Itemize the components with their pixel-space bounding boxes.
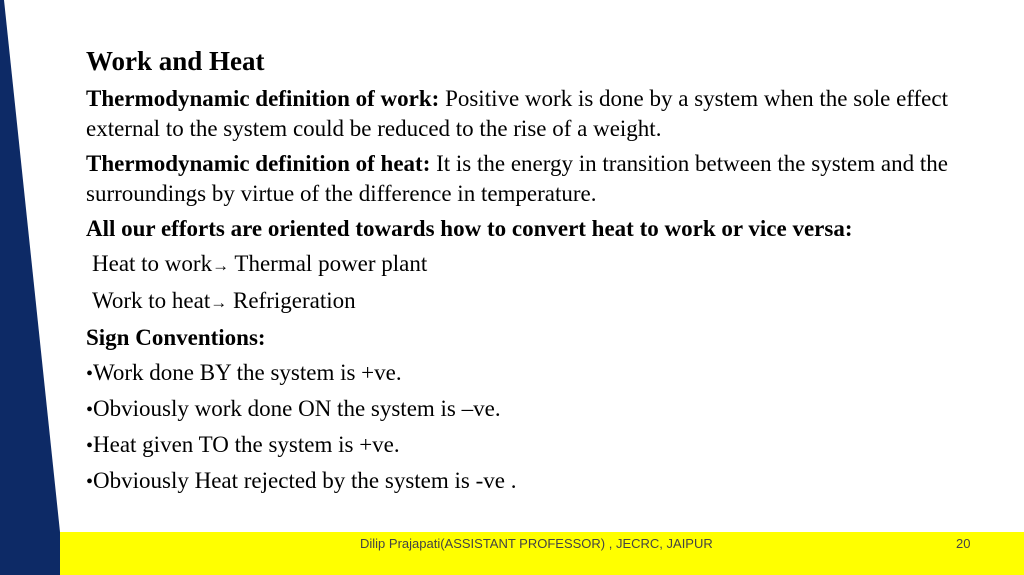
conversion-to: Refrigeration: [227, 288, 356, 313]
bullet-text: Obviously work done ON the system is –ve.: [93, 396, 501, 421]
efforts-text: All our efforts are oriented towards how to convert heat to work or vice versa:: [86, 216, 853, 241]
bullet-item: [86, 394, 966, 425]
bullet-item: [86, 430, 966, 461]
page-number: 20: [956, 536, 971, 551]
bullet-icon: •: [86, 399, 94, 421]
bullet-icon: •: [86, 435, 94, 457]
bullet-item: [86, 466, 966, 497]
conversion-from: Work to heat: [92, 288, 211, 313]
slide-content: [86, 44, 966, 502]
sign-heading-text: Sign Conventions:: [86, 325, 266, 350]
footer-author: Dilip Prajapati(ASSISTANT PROFESSOR) , JECRC, JAIPUR: [360, 536, 713, 551]
right-arrow-icon: →: [212, 256, 230, 275]
bullet-text: Obviously Heat rejected by the system is -ve .: [93, 468, 517, 493]
conversion-line: [86, 249, 966, 281]
sign-conventions-heading: [86, 323, 966, 353]
heat-definition-label: Thermodynamic definition of heat:: [86, 151, 431, 176]
bullet-text: Heat given TO the system is +ve.: [93, 432, 400, 457]
heat-definition-text: It is the energy in transition between the system and the surroundings by virtue of the difference in temperature.: [86, 151, 948, 206]
work-definition-text: Positive work is done by a system when the sole effect external to the system could be reduced to the rise of a weight.: [86, 86, 948, 141]
bullet-text: Work done BY the system is +ve.: [93, 360, 402, 385]
bullet-icon: •: [86, 471, 94, 493]
conversion-to: Thermal power plant: [229, 251, 428, 276]
heat-definition: [86, 149, 966, 209]
work-definition-label: Thermodynamic definition of work:: [86, 86, 440, 111]
left-navy-band: [0, 0, 60, 575]
work-definition: [86, 84, 966, 144]
slide-title: Work and Heat: [86, 46, 265, 76]
conversion-from: Heat to work: [92, 251, 213, 276]
bullet-icon: •: [86, 363, 94, 385]
conversion-line: [86, 286, 966, 318]
efforts-statement: [86, 214, 966, 244]
bullet-item: [86, 358, 966, 389]
right-arrow-icon: →: [210, 293, 228, 312]
